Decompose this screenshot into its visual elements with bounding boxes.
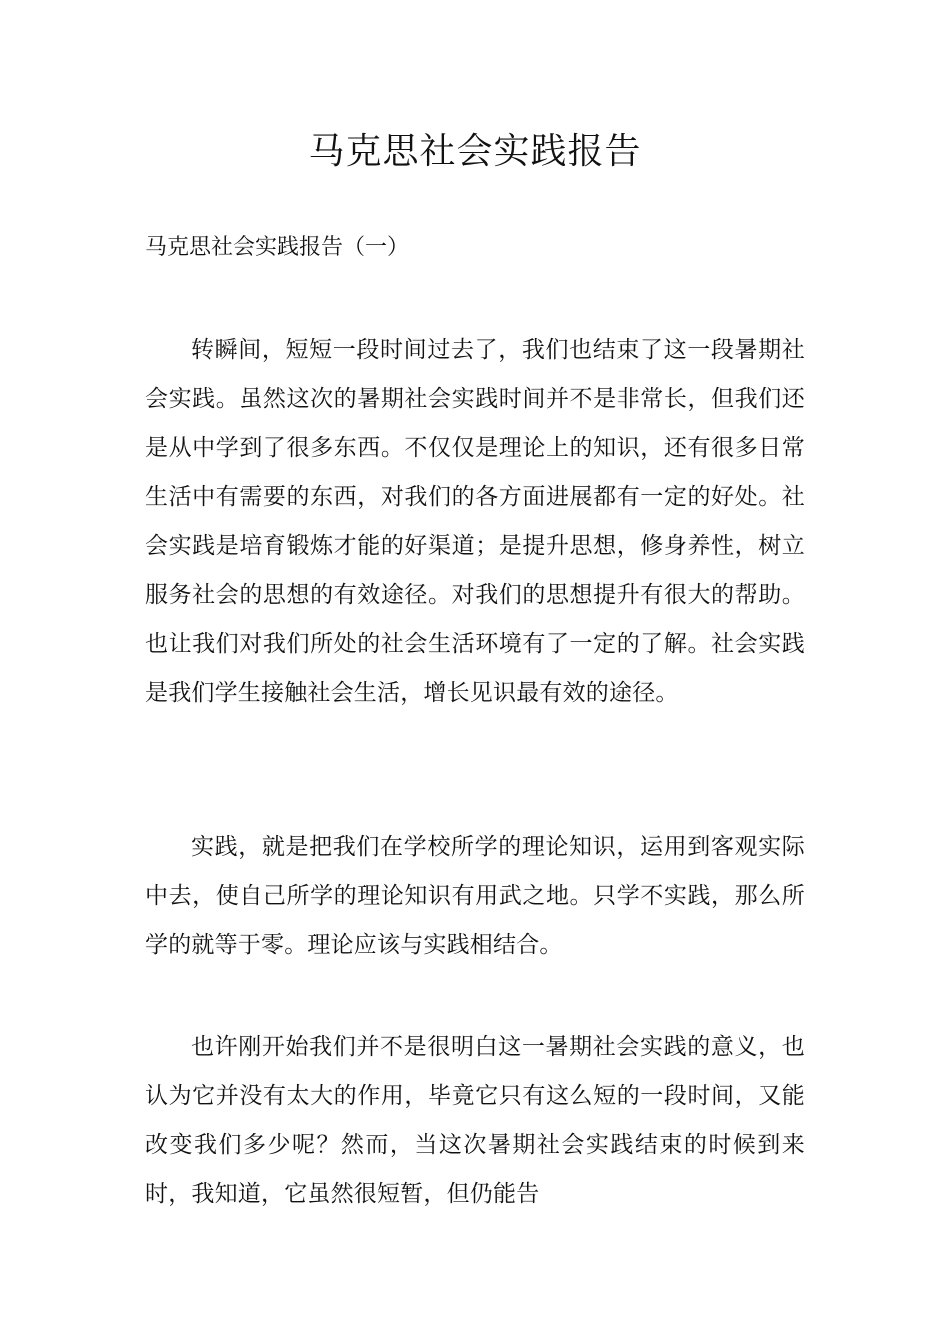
document-title: 马克思社会实践报告 bbox=[308, 131, 642, 172]
body-paragraph-1: 转瞬间，短短一段时间过去了，我们也结束了这一段暑期社会实践。虽然这次的暑期社会实践时间并不是非常长，但我们还是从中学到了很多东西。不仅仅是理论上的知识，还有很多日常生活中有需要的东西，对我们的各方面进展都有一定的好处。社会实践是培育锻炼才能的好渠道；是提升思想，修身养性，树立服务社会的思想的有效途径。对我们的思想提升有很大的帮助。也让我们对我们所处的社会生活环境有了一定的了解。社会实践是我们学生接触社会生活，增长见识最有效的途径。 bbox=[145, 337, 805, 706]
body-paragraph-3: 也许刚开始我们并不是很明白这一暑期社会实践的意义，也认为它并没有太大的作用，毕竟它只有这么短的一段时间，又能改变我们多少呢？然而，当这次暑期社会实践结束的时候到来时，我知道，它虽然很短暂，但仍能告 bbox=[145, 1034, 805, 1207]
body-paragraph-2: 实践，就是把我们在学校所学的理论知识，运用到客观实际中去，使自己所学的理论知识有用武之地。只学不实践，那么所学的就等于零。理论应该与实践相结合。 bbox=[145, 834, 805, 958]
section-subtitle: 马克思社会实践报告（一） bbox=[145, 235, 410, 260]
